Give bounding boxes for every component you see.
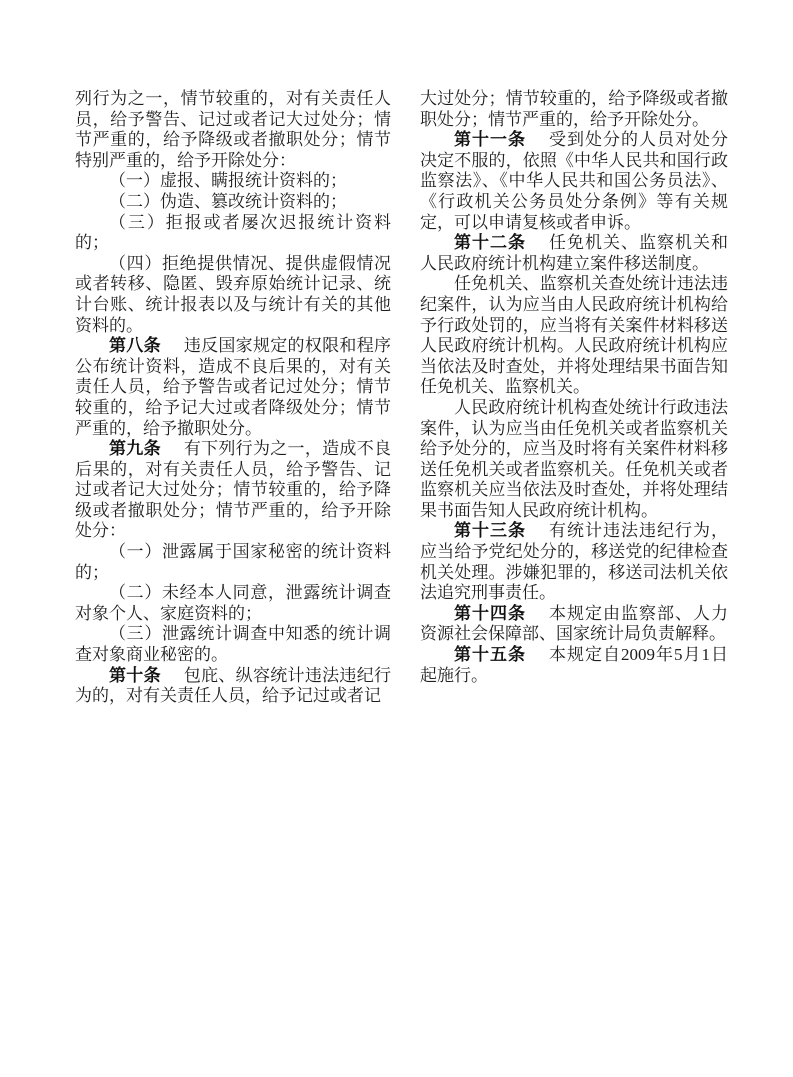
article-paragraph [75, 336, 391, 439]
body-paragraph [420, 274, 728, 398]
article-number: 第十三条 [454, 521, 527, 541]
article-number: 第九条 [109, 439, 161, 459]
paragraph-text: 违反国家规定的权限和程序公布统计资料，造成不良后果的，对有关责任人员，给予警告或者记过处分；情节较重的，给予记大过或者降级处分；情节严重的，给予撤职处分。 [75, 336, 392, 438]
paragraph-text: 本规定由监察部、人力资源社会保障部、国家统计局负责解释。 [420, 603, 729, 644]
paragraph-text: 有统计违法违纪行为，应当给予党纪处分的，移送党的纪律检查机关处理。涉嫌犯罪的，移送司法机关依法追究刑事责任。 [420, 521, 729, 603]
paragraph-text: 大过处分；情节较重的，给予降级或者撤职处分；情节严重的，给予开除处分。 [420, 89, 728, 129]
body-paragraph [75, 583, 391, 624]
article-paragraph [75, 666, 391, 707]
article-paragraph [420, 130, 728, 233]
article-paragraph [420, 604, 728, 645]
article-number: 第十五条 [454, 645, 527, 665]
article-paragraph [420, 645, 728, 686]
article-paragraph [75, 439, 391, 542]
body-paragraph [75, 542, 391, 583]
body-paragraph [75, 624, 391, 665]
article-number: 第十四条 [454, 603, 527, 623]
body-paragraph [75, 254, 391, 336]
paragraph-text: 有下列行为之一，造成不良后果的，对有关责任人员，给予警告、记过或者记大过处分；情节较重的，给予降级或者撤职处分；情节严重的，给予开除处分： [75, 439, 392, 541]
article-number: 第八条 [109, 336, 161, 356]
article-number: 第十条 [109, 665, 161, 685]
paragraph-text: 任免机关、监察机关和人民政府统计机构建立案件移送制度。 [420, 233, 729, 273]
paragraph-text: （四）拒绝提供情况、提供虚假情况或者转移、隐匿、毁弃原始统计记录、统计台账、统计报表以及与统计有关的其他资料的。 [75, 253, 391, 335]
paragraph-text: 本规定自2009年5月1日起施行。 [420, 645, 729, 685]
body-paragraph [75, 192, 391, 213]
paragraph-text: 包庇、纵容统计违法违纪行为的，对有关责任人员，给予记过或者记 [75, 665, 392, 706]
paragraph-text: 受到处分的人员对处分决定不服的，依照《中华人民共和国行政监察法》、《中华人民共和国公务员法》、《行政机关公务员处分条例》等有关规定，可以申请复核或者申诉。 [420, 130, 729, 232]
left-column [75, 89, 391, 707]
article-paragraph [420, 521, 728, 603]
paragraph-text: （二）未经本人同意，泄露统计调查对象个人、家庭资料的； [75, 583, 391, 623]
article-number: 第十二条 [454, 233, 527, 253]
paragraph-text: （二）伪造、篡改统计资料的； [109, 191, 347, 211]
paragraph-text: （三）泄露统计调查中知悉的统计调查对象商业秘密的。 [75, 624, 391, 665]
article-number: 第十一条 [454, 130, 527, 150]
body-paragraph [420, 89, 728, 130]
paragraph-text: 任免机关、监察机关查处统计违法违纪案件，认为应当由人民政府统计机构给予行政处罚的，应当将有关案件材料移送人民政府统计机构。人民政府统计机构应当依法及时查处，并将处理结果书面告知任免机关、监察机关。 [420, 274, 728, 397]
article-paragraph [420, 233, 728, 274]
right-column [420, 89, 728, 686]
body-paragraph [75, 171, 391, 192]
body-paragraph [75, 213, 391, 254]
paragraph-text: （一）虚报、瞒报统计资料的； [109, 171, 347, 191]
body-paragraph [75, 89, 391, 171]
paragraph-text: 列行为之一，情节较重的，对有关责任人员，给予警告、记过或者记大过处分；情节严重的，给予降级或者撤职处分；情节特别严重的，给予开除处分： [75, 89, 391, 170]
body-paragraph [420, 398, 728, 522]
paragraph-text: （三）拒报或者屡次迟报统计资料的； [75, 212, 391, 253]
paragraph-text: 人民政府统计机构查处统计行政违法案件，认为应当由任免机关或者监察机关给予处分的，应当及时将有关案件材料移送任免机关或者监察机关。任免机关或者监察机关应当依法及时查处，并将处理结果书面告知人民政府统计机构。 [420, 397, 728, 520]
paragraph-text: （一）泄露属于国家秘密的统计资料的； [75, 542, 391, 582]
